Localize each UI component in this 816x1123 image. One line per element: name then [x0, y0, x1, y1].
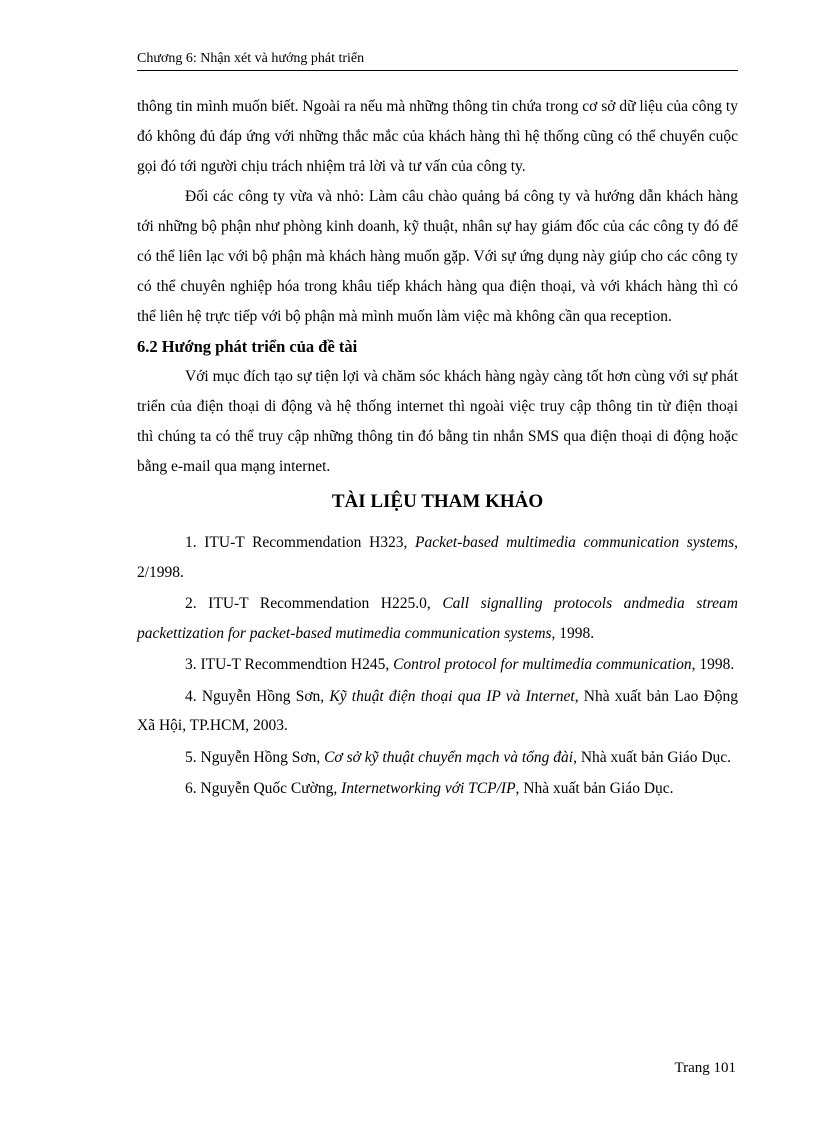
reference-suffix: , Nhà xuất bản Giáo Dục.: [573, 748, 732, 766]
reference-item: [137, 589, 738, 648]
reference-title: Control protocol for multimedia communication: [393, 656, 692, 673]
reference-title: Cơ sở kỹ thuật chuyển mạch và tổng đài: [324, 748, 574, 766]
reference-suffix: , 1998.: [551, 624, 595, 642]
references-heading: TÀI LIỆU THAM KHẢO: [331, 491, 544, 512]
chapter-title: Chương 6: Nhận xét và hướng phát triển: [137, 51, 365, 66]
reference-title: Call signalling protocols andmedia stream packettization for packet-based mutimedia communication systems: [137, 595, 738, 642]
section-heading: 6.2 Hướng phát triển của đề tài: [137, 337, 358, 356]
reference-item: [137, 743, 738, 773]
paragraph-small-companies: Đối các công ty vừa và nhỏ: Làm câu chào quảng bá công ty và hướng dẫn khách hàng tới những bộ phận như phòng kinh doanh, kỹ thuật, nhân sự hay giám đốc của các công ty đó để có thể liên lạc với bộ phận mà khách hàng muốn gặp. Với sự ứng dụng này giúp cho các công ty có thể chuyên nghiệp hóa trong khâu tiếp khách hàng qua điện thoại, và với khách hàng thì có thể liên hệ trực tiếp với bộ phận mà mình muốn làm việc mà không cần qua reception.: [137, 188, 738, 325]
paragraph-continued: thông tin mình muốn biết. Ngoài ra nếu mà những thông tin chứa trong cơ sở dữ liệu của công ty đó không đủ đáp ứng với những thắc mắc của khách hàng thì hệ thống cũng có thể chuyển cuộc gọi đó tới người chịu trách nhiệm trả lời và tư vấn của công ty.: [137, 98, 738, 175]
reference-prefix: 5. Nguyễn Hồng Sơn,: [185, 748, 325, 766]
reference-suffix: , Nhà xuất bản Giáo Dục.: [515, 780, 674, 797]
reference-item: [137, 650, 738, 680]
section-paragraph: Với mục đích tạo sự tiện lợi và chăm sóc khách hàng ngày càng tốt hơn cùng với sự phát triển của điện thoại di động và hệ thống internet thì ngoài việc truy cập thông tin từ điện thoại thì chúng ta có thể truy cập những thông tin đó bằng tin nhắn SMS qua điện thoại di động hoặc bằng e-mail qua mạng internet.: [137, 368, 738, 475]
reference-item: [137, 774, 738, 804]
reference-title: Internetworking với TCP/IP: [341, 780, 516, 797]
reference-suffix: , 1998.: [691, 656, 735, 673]
references-list: [137, 528, 738, 804]
reference-prefix: 4. Nguyễn Hồng Sơn,: [185, 687, 330, 705]
reference-prefix: 1. ITU-T Recommendation H323,: [185, 534, 416, 551]
reference-suffix: , Nhà xuất bản Lao Động Xã Hội, TP.HCM, 2003.: [137, 687, 738, 734]
reference-title: Packet-based multimedia communication systems: [415, 534, 735, 551]
running-header: [137, 50, 738, 71]
reference-prefix: 2. ITU-T Recommendation H225.0,: [185, 595, 443, 612]
reference-item: [137, 682, 738, 741]
reference-suffix: , 2/1998.: [137, 534, 738, 581]
reference-prefix: 3. ITU-T Recommendtion H245,: [185, 656, 394, 673]
reference-item: [137, 528, 738, 587]
reference-title: Kỹ thuật điện thoại qua IP và Internet: [329, 687, 575, 705]
reference-prefix: 6. Nguyễn Quốc Cường,: [185, 780, 342, 797]
page-content: [137, 92, 738, 806]
page-number: Trang 101: [674, 1060, 736, 1076]
